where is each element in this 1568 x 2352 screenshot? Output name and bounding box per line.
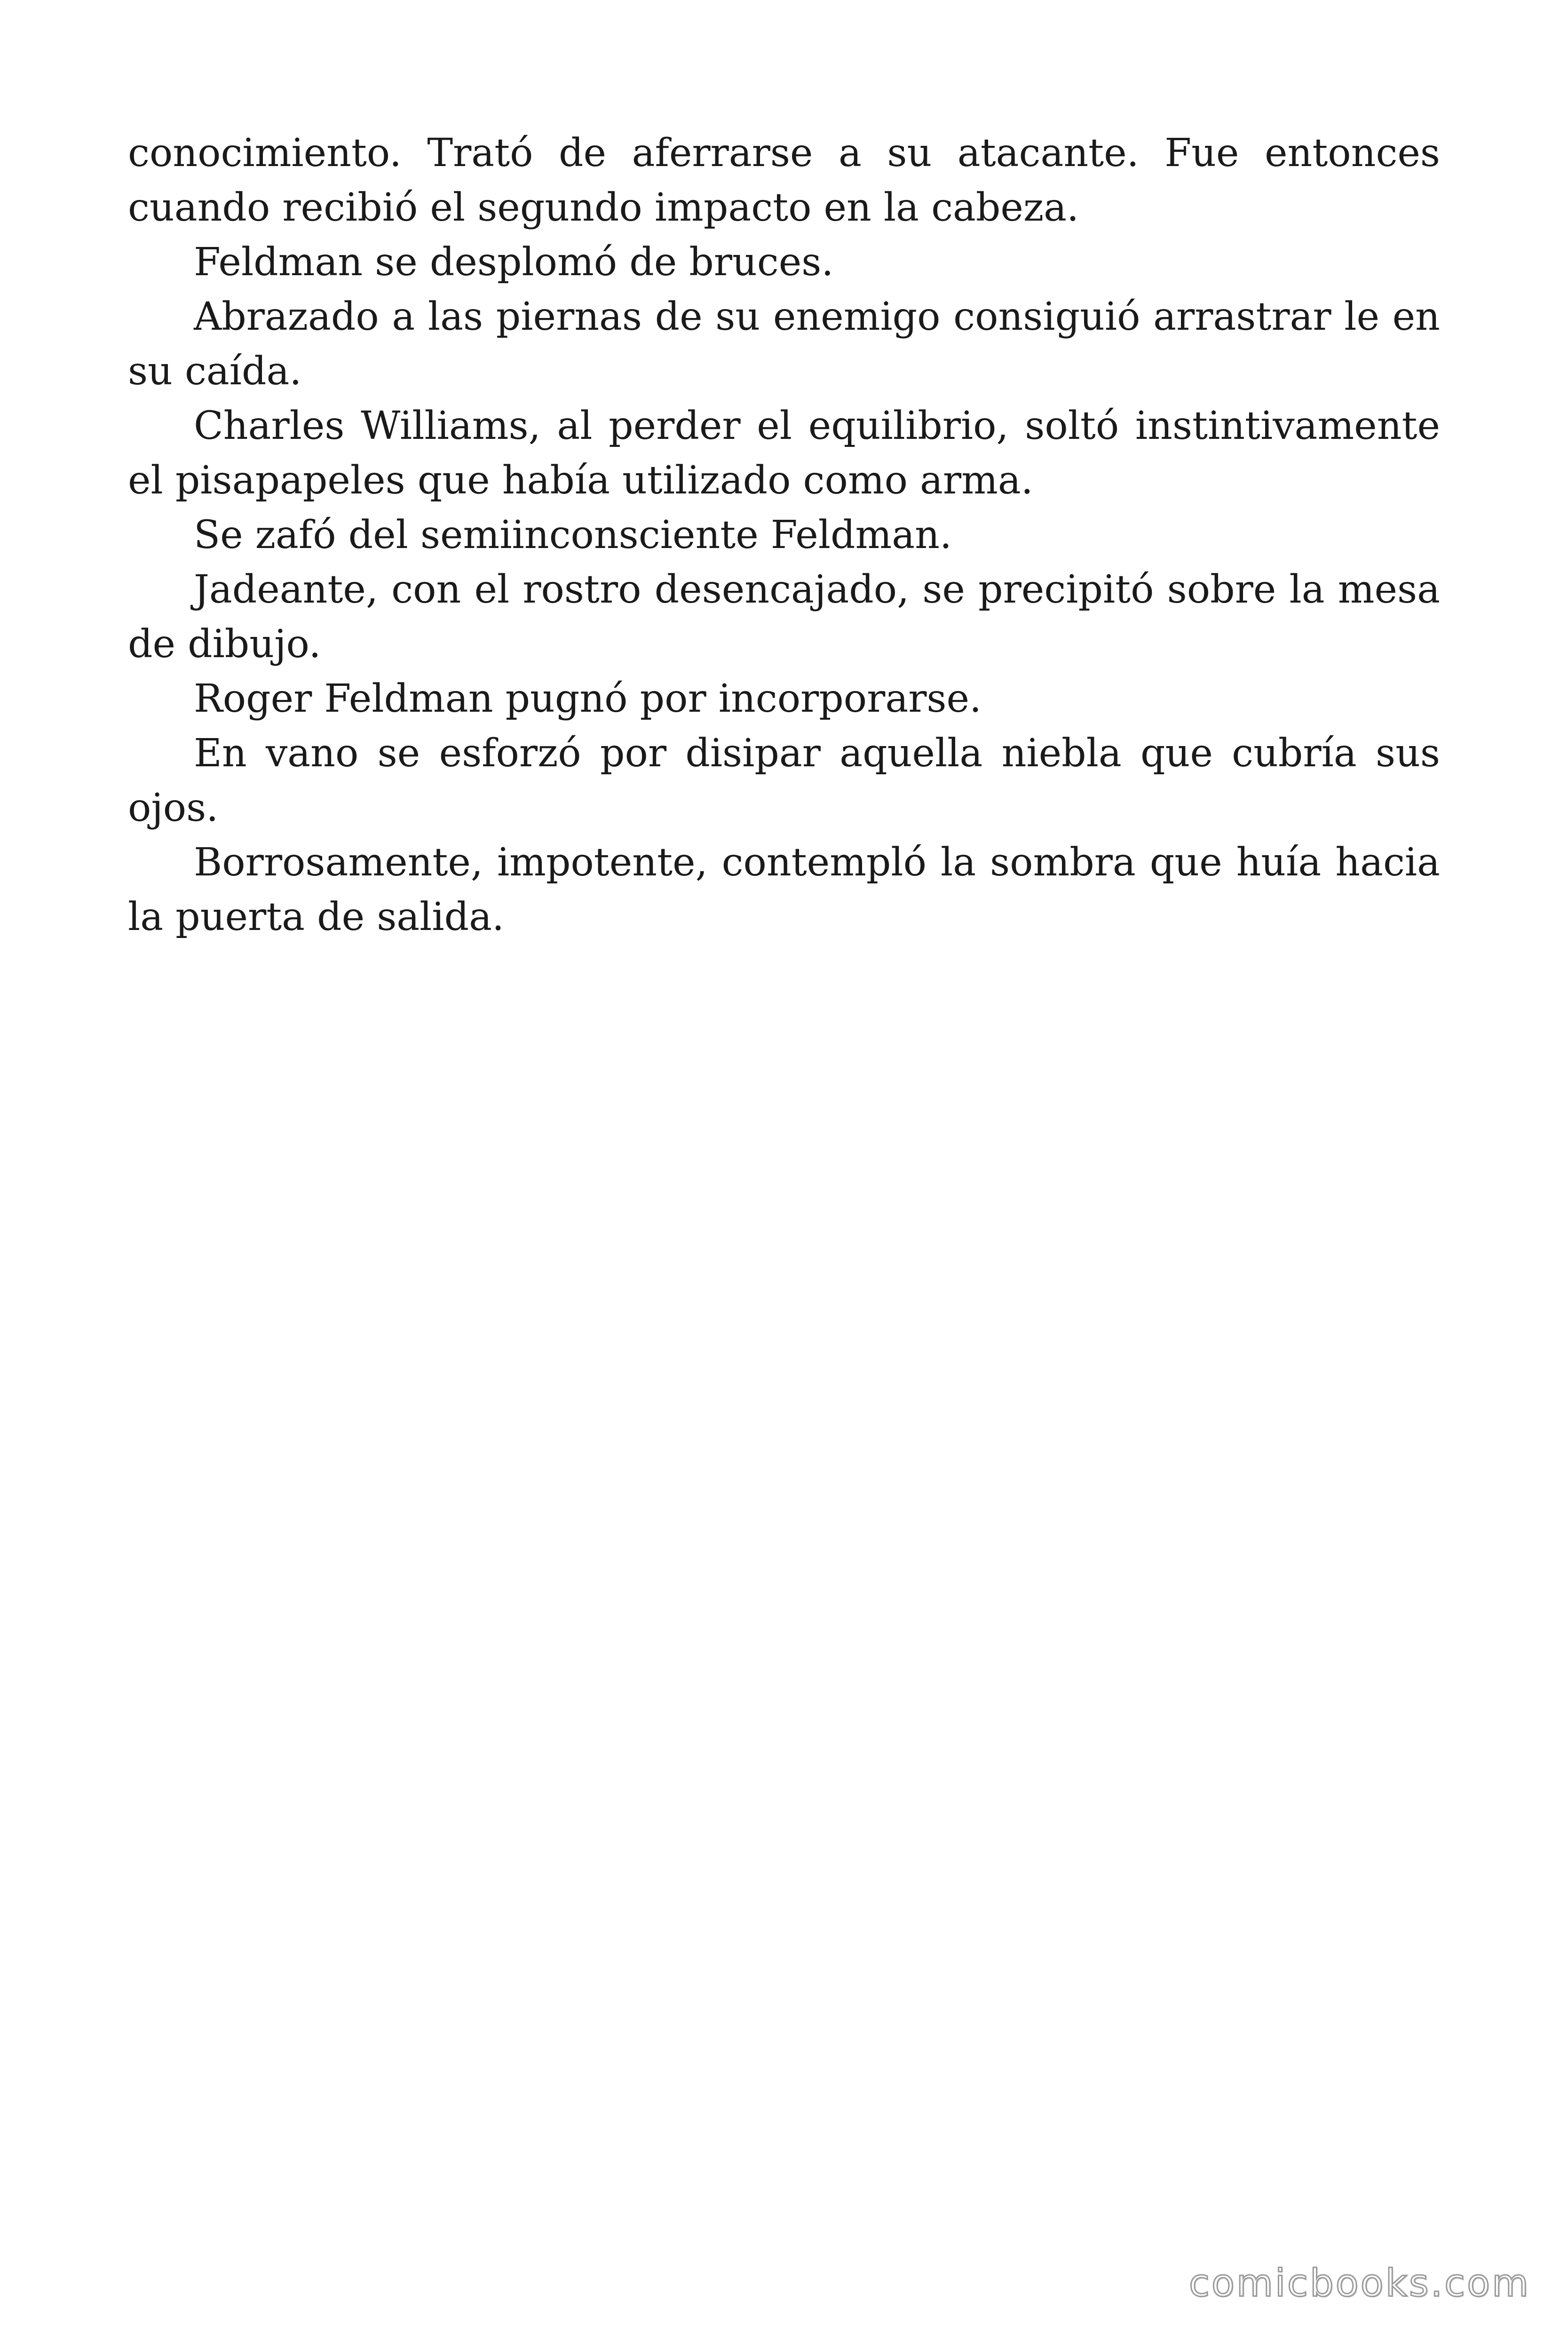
- paragraph-6: Jadeante, con el rostro desencajado, se precipitó sobre la mesa de dibujo.: [128, 567, 1440, 667]
- paragraph-4: Charles Williams, al perder el equilibrio, soltó instintivamente el pisapapeles que había utilizado como arma.: [128, 404, 1440, 503]
- paragraph-5: Se zafó del semiinconsciente Feldman.: [194, 513, 952, 557]
- paragraph-1: conocimiento. Trató de aferrarse a su atacante. Fue entonces cuando recibió el segundo impacto en la cabeza.: [128, 131, 1440, 230]
- body-text: [128, 126, 1440, 945]
- paragraph-7: Roger Feldman pugnó por incorporarse.: [194, 676, 982, 721]
- paragraph-9: Borrosamente, impotente, contempló la sombra que huía hacia la puerta de salida.: [128, 840, 1440, 939]
- watermark: comicbooks.com: [1188, 2261, 1530, 2305]
- paragraph-3: Abrazado a las piernas de su enemigo consiguió arrastrar le en su caída.: [128, 294, 1440, 394]
- paragraph-8: En vano se esforzó por disipar aquella niebla que cubría sus ojos.: [128, 731, 1440, 830]
- paragraph-2: Feldman se desplomó de bruces.: [194, 240, 834, 285]
